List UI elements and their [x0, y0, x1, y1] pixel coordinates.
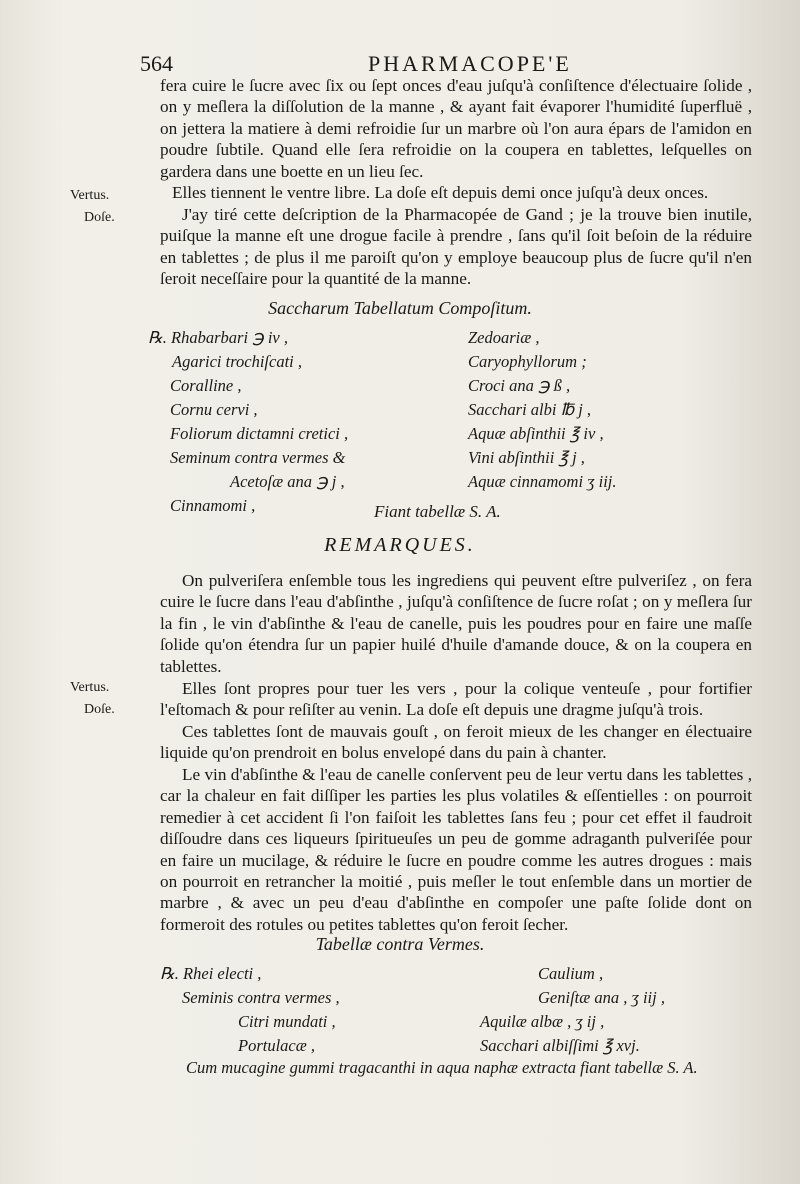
ingredient: Citri mundati ,: [238, 1012, 336, 1031]
margin-note-vertus: Vertus.: [70, 188, 110, 203]
margin-note-dose: Doſe.: [84, 210, 115, 225]
ingredient: ℞. Rhei electi ,: [160, 964, 262, 983]
ingredient: Aquæ cinnamomi ʒ iij.: [468, 472, 617, 491]
ingredient: Cornu cervi ,: [170, 400, 258, 419]
top-paragraph: fera cuire le ſucre avec ſix ou ſept onces d'eau juſqu'à conſiſtence d'électuaire ſolide , on y meſlera la diſſolution de la manne , & ayant fait évaporer l'humidité ſuperfluë , on jettera la matiere à demi refroidie ſur un marbre où l'on aura épars de l'amidon en poudre ſubtile. Quand elle ſera refroidie on la coupera en tablettes, leſquelles on gardera dans une boette en un lieu ſec.: [160, 76, 752, 181]
ingredient: Caulium ,: [538, 964, 604, 983]
recipe1-right-column: [468, 326, 616, 494]
recipe1-closing: Fiant tabellæ S. A.: [374, 502, 501, 521]
ingredient: ℞. Rhabarbari ℈ iv ,: [148, 328, 288, 347]
recipe1-title: Saccharum Tabellatum Compoſitum.: [268, 298, 532, 318]
ingredient: Geniſtæ ana , ʒ iij ,: [538, 988, 665, 1007]
ingredient: Portulacæ ,: [238, 1036, 315, 1055]
paragraph-4: Le vin d'abſinthe & l'eau de canelle conſervent peu de leur vertu dans les tablettes , car la chaleur en fait diſſiper les parties les plus volatiles & eſſentielles : on pourroit remedier à cet accident ſi l'on faiſoit les tablettes ſans feu ; pour cet effet il faudroit diſſoudre dans ces liqueurs ſpiritueuſes un peu de gomme adraganth pulveriſée pour en faire un mucilage, & réduire le ſucre en poudre comme les autres drogues : mais on pourroit en retrancher la moitié , puis meſler le tout enſemble dans un mortier de marbre , & avec un peu d'eau d'abſinthe en compoſer une paſte ſolide dont on formeroit des rotules ou petites tablettes qu'on feroit ſecher.: [160, 765, 752, 934]
comment-paragraph: J'ay tiré cette deſcription de la Pharmacopée de Gand ; je la trouve bien inutile, puiſque la manne eſt une drogue facile à prendre , ſans qu'il ſoit beſoin de la réduire en tablettes ; de plus il me paroiſt qu'on y employe beaucoup plus de ſucre qu'il n'en ſeroit neceſſaire pour la quantité de la manne.: [160, 205, 752, 289]
recipe1-left-column: [148, 326, 348, 518]
recipe2-left-column: [160, 962, 340, 1058]
ingredient: Foliorum dictamni cretici ,: [170, 424, 349, 443]
ingredient: Caryophyllorum ;: [468, 352, 587, 371]
ingredient: Vini abſinthii ℥ j ,: [468, 448, 585, 467]
page-number: 564: [140, 51, 173, 76]
ingredient: Acetoſæ ana ℈ j ,: [230, 472, 345, 491]
ingredient: Croci ana ℈ ß ,: [468, 376, 571, 395]
ingredient: Aquilæ albæ , ʒ ij ,: [480, 1012, 605, 1031]
ingredient: Seminis contra vermes ,: [182, 988, 340, 1007]
recipe2-title: Tabellæ contra Vermes.: [315, 934, 485, 954]
running-title: PHARMACOPE'E: [368, 51, 572, 76]
recipe2-closing: Cum mucagine gummi tragacanthi in aqua naphæ extracta fiant tabellæ S. A.: [186, 1058, 698, 1077]
ingredient: Zedoariæ ,: [468, 328, 540, 347]
vertus-line: Elles tiennent le ventre libre. La doſe eſt depuis demi once juſqu'à deux onces.: [172, 183, 709, 202]
ingredient: Agarici trochiſcati ,: [172, 352, 302, 371]
ingredient: Sacchari albi ℔ j ,: [468, 400, 592, 419]
margin-note-vertus: Vertus.: [70, 680, 110, 695]
ingredient: Sacchari albiſſimi ℥ xvj.: [480, 1036, 640, 1055]
remarques-paragraph: On pulveriſera enſemble tous les ingrediens qui peuvent eſtre pulveriſez , on fera cuire le ſucre dans l'eau d'abſinthe , juſqu'à conſiſtence de ſucre roſat ; on y meſlera ſur la fin , le vin d'abſinthe & l'eau de canelle, puis les poudres pour en faire une maſſe ſolide qu'on étendra ſur un papier huilé d'huile d'amande douce, & on la coupera en tablettes.: [160, 571, 752, 676]
recipe2-right-column: [480, 962, 665, 1058]
ingredient: Cinnamomi ,: [170, 496, 256, 515]
ingredient: Aquæ abſinthii ℥ iv ,: [468, 424, 604, 443]
vertus-paragraph: Elles ſont propres pour tuer les vers , pour la colique venteuſe , pour fortifier l'eſtomach & pour reſiſter au venin. La doſe eſt depuis une dragme juſqu'à trois.: [160, 679, 752, 720]
remarques-heading: REMARQUES.: [324, 534, 476, 556]
paragraph-3: Ces tablettes ſont de mauvais gouſt , on feroit mieux de les changer en électuaire liquide qu'on prendroit en bolus envelopé dans du pain à chanter.: [160, 722, 752, 763]
ingredient: Coralline ,: [170, 376, 242, 395]
ingredient: Seminum contra vermes &: [170, 448, 346, 467]
margin-note-dose: Doſe.: [84, 702, 115, 717]
